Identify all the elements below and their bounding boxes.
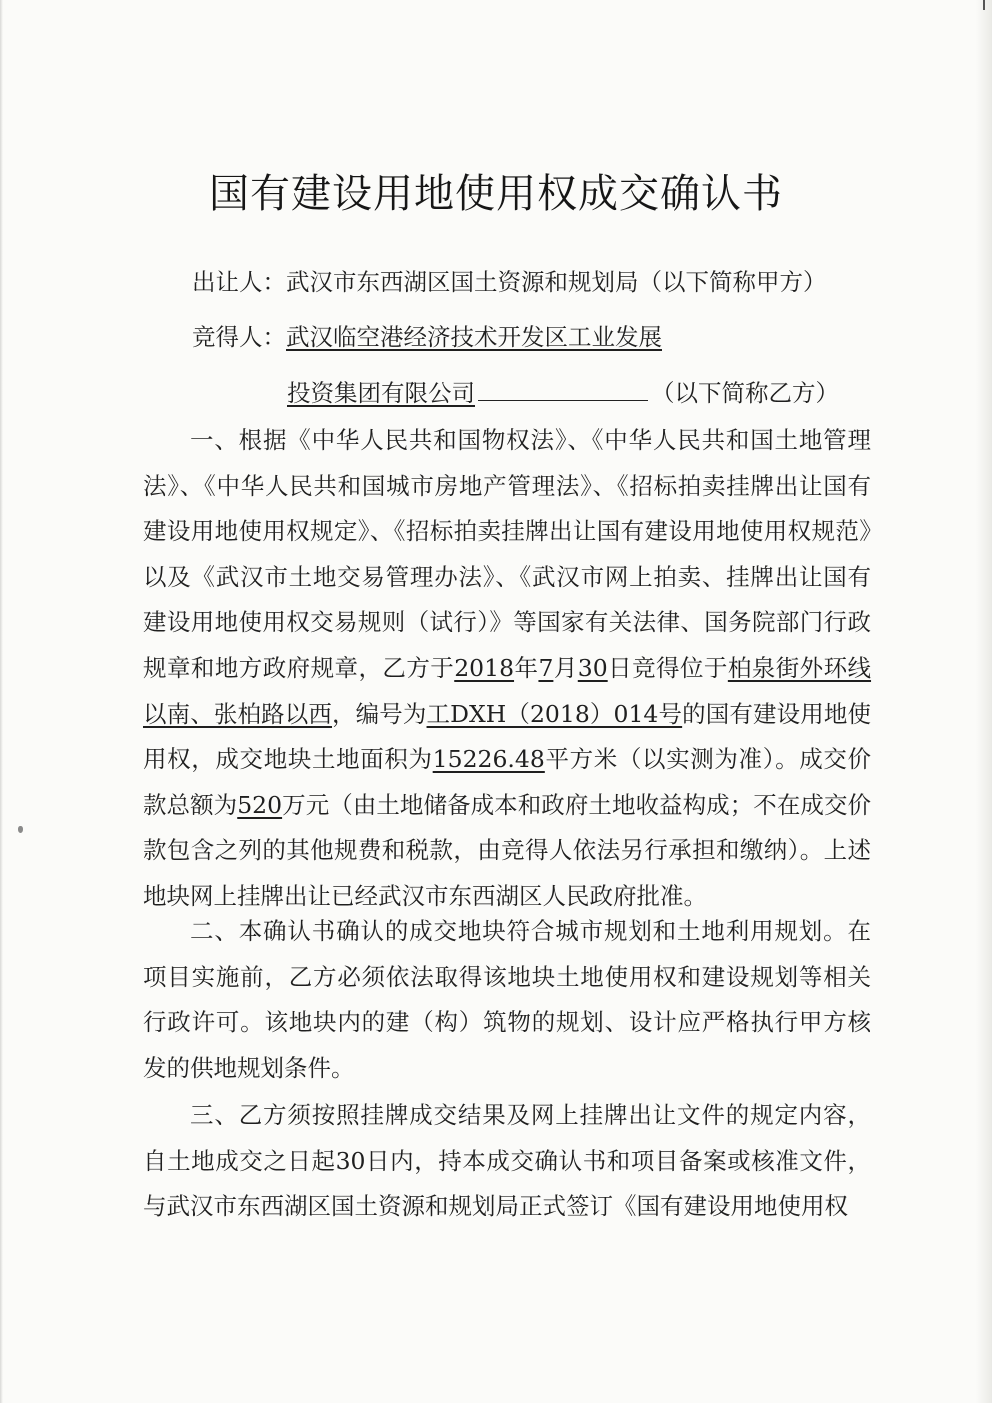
para1-text-6: 的国有建设用地使用权，成交地块土地面积为 — [143, 699, 872, 774]
bidder-line — [192, 318, 662, 352]
transaction-day: 30 — [577, 653, 608, 682]
paragraph-2: 二、本确认书确认的成交地块符合城市规划和土地利用规划。在项目实施前，乙方必须依法取得该地块土地使用权和建设规划等相关行政许可。该地块内的建（构）筑物的规划、设计应严格执行甲方核发的供地规划条件。 — [143, 917, 871, 1082]
document-title: 国有建设用地使用权成交确认书 — [209, 171, 783, 217]
parcel-area: 15226.48 — [432, 745, 545, 774]
transaction-price: 520 — [237, 790, 283, 819]
scan-corner-mark — [983, 0, 985, 10]
para1-text-2: 年 — [514, 653, 539, 682]
fill-in-blank — [478, 372, 648, 401]
scan-speck — [18, 826, 23, 833]
paragraph-1 — [143, 418, 871, 920]
bidder-line-2 — [287, 372, 839, 408]
para1-text-7: 平方米（以实测为准）。成交价款总额为 — [143, 745, 872, 819]
bidder-name-line1: 武汉临空港经济技术开发区工业发展 — [286, 323, 662, 351]
transferor-label: 出让人： — [192, 268, 286, 296]
para1-text-4: 日竞得位于 — [607, 653, 728, 682]
para1-text-8: 万元（由土地储备成本和政府土地收益构成；不在成交价款包含之列的其他规费和税款，由竞得人依法另行承担和缴纳）。上述地块网上挂牌出让已经武汉市东西湖区人民政府批准。 — [143, 790, 872, 910]
para1-text-3: 月 — [553, 653, 578, 682]
transaction-year: 2018 — [454, 653, 515, 682]
bidder-suffix: （以下简称乙方） — [651, 379, 839, 407]
transferor-line — [192, 263, 827, 297]
para1-text-1: 一、根据《中华人民共和国物权法》、《中华人民共和国土地管理法》、《中华人民共和国城市房地产管理法》、《招标拍卖挂牌出让国有建设用地使用权规定》、《招标拍卖挂牌出让国有建设用地使用权规范》以及《武汉市土地交易管理办法》、《武汉市网上拍卖、挂牌出让国有建设用地使用权交易规则（试行）》等国家有关法律、国务院部门行政规章和地方政府规章，乙方于 — [143, 426, 871, 682]
para1-text-5: ，编号为 — [332, 699, 427, 728]
paragraph-3: 三、乙方须按照挂牌成交结果及网上挂牌出让文件的规定内容，自土地成交之日起30日内，持本成交确认书和项目备案或核准文件，与武汉市东西湖区国土资源和规划局正式签订《国有建设用地使用权 — [143, 1101, 871, 1221]
transferor-value: 武汉市东西湖区国土资源和规划局（以下简称甲方） — [286, 268, 827, 296]
parcel-number: 工DXH（2018）014号 — [426, 699, 683, 728]
bidder-label: 竞得人： — [192, 323, 286, 351]
transaction-month: 7 — [538, 653, 554, 682]
parcel-location: 柏泉街外环线以南、张柏路以西 — [143, 653, 872, 728]
bidder-name-line2: 投资集团有限公司 — [287, 379, 475, 407]
